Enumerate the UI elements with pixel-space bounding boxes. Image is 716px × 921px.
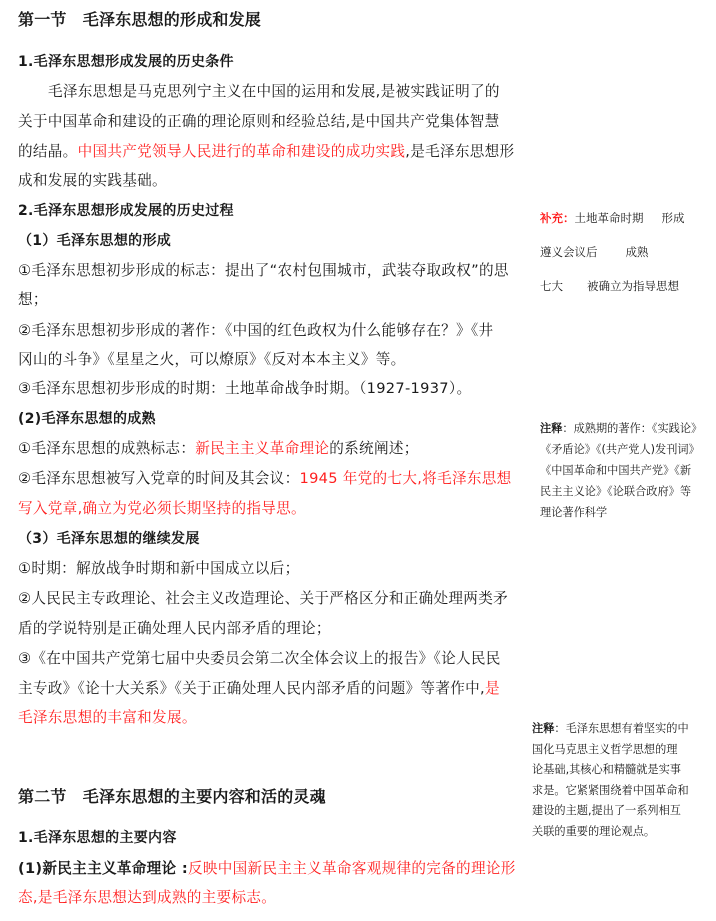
paragraph-line: 关于中国革命和建设的正确的理论原则和经验总结,是中国共产党集体智慧 [18, 113, 500, 130]
stage: 被确立为指导思想 [587, 279, 679, 293]
list-item-line [18, 439, 419, 459]
text: 主专政》《论十大关系》《关于正确处理人民内部矛盾的问题》等著作中, [18, 680, 485, 697]
note-line: 关联的重要的理论观点。 [532, 824, 656, 838]
list-item-line: 冈山的斗争》《星星之火，可以燎原》《反对本本主义》等。 [18, 351, 406, 368]
text: 的系统阐述； [329, 440, 419, 457]
annotation-note-2 [532, 719, 712, 842]
paragraph-line: 毛泽东思想是马克思列宁主义在中国的运用和发展,是被实践证明了的 [48, 83, 500, 100]
paragraph-line: 成和发展的实践基础。 [18, 172, 167, 189]
section1-title: 第一节 毛泽东思想的形成和发展 [18, 10, 262, 29]
subheading-formation: （1）毛泽东思想的形成 [18, 233, 172, 249]
section1-heading-2: 2.毛泽东思想形成发展的历史过程 [18, 203, 234, 219]
note-line: 国化马克思主义哲学思想的理 [532, 742, 678, 756]
note-line: 《中国革命和中国共产党》《新 [540, 464, 692, 477]
highlighted-text: 中国共产党领导人民进行的革命和建设的成功实践 [77, 143, 406, 160]
subheading-continued-development: （3）毛泽东思想的继续发展 [18, 531, 200, 547]
note-label: 注释 [540, 422, 563, 435]
highlighted-text: 新民主主义革命理论 [195, 440, 330, 457]
list-item-line: 盾的学说特别是正确处理人民内部矛盾的理论； [18, 620, 331, 637]
section1-heading-1: 1.毛泽东思想形成发展的历史条件 [18, 54, 234, 70]
period: 土地革命时期 [574, 211, 644, 225]
paragraph-line [18, 142, 514, 162]
list-item-line: ③毛泽东思想初步形成的时期：土地革命战争时期。（1927-1937）。 [18, 380, 472, 397]
list-item-line [18, 469, 512, 489]
subheading-maturity: (2)毛泽东思想的成熟 [18, 411, 156, 427]
note-line: 理论著作科学 [540, 506, 608, 519]
stage: 形成 [661, 211, 685, 225]
note-line: 《矛盾论》《(共产党人)发刊词》 [540, 443, 700, 456]
list-item-line: ①时期：解放战争时期和新中国成立以后； [18, 560, 300, 577]
highlighted-line: 写入党章,确立为党必须长期坚持的指导思。 [18, 500, 306, 517]
list-item-line: ②毛泽东思想初步形成的著作：《中国的红色政权为什么能够存在？》《井 [18, 322, 494, 339]
note-line: 建设的主题,提出了一系列相互 [532, 804, 681, 817]
highlighted-text: 1945 年党的七大,将毛泽东思想 [299, 470, 512, 487]
highlighted-text: 反映中国新民主主义革命客观规律的完备的理论形 [187, 860, 516, 877]
period: 七大 [540, 279, 563, 293]
highlighted-text: 是 [484, 680, 500, 697]
item-label: (1)新民主主义革命理论 : [18, 860, 188, 877]
text: 的结晶。 [18, 143, 78, 160]
note-line: 论基础,其核心和精髓就是实事 [532, 763, 681, 776]
note-line [532, 719, 712, 740]
note-line: 求是。它紧紧围绕着中国革命和 [532, 783, 689, 797]
supplement-note [540, 210, 710, 300]
highlighted-line: 毛泽东思想的丰富和发展。 [18, 709, 197, 726]
note-text: ：毛泽东思想有着坚实的中 [554, 722, 689, 735]
note-line: 民主主义论》《论联合政府》等 [540, 485, 692, 498]
list-item-line [18, 859, 516, 879]
list-item-line: ①毛泽东思想初步形成的标志：提出了“农村包围城市，武装夺取政权”的思 [18, 262, 509, 279]
supplement-row [540, 210, 685, 226]
stage: 成熟 [625, 245, 649, 259]
note-text: ：成熟期的著作：《实践论》 [562, 422, 703, 435]
note-line [540, 418, 712, 439]
highlighted-line: 态,是毛泽东思想达到成熟的主要标志。 [18, 889, 277, 906]
text: ①毛泽东思想的成熟标志： [18, 440, 196, 457]
list-item-line [18, 679, 500, 699]
section2-heading-1: 1.毛泽东思想的主要内容 [18, 830, 177, 846]
supplement-label: 补充： [540, 211, 575, 225]
note-label: 注释 [532, 722, 555, 735]
list-item-line: ②人民民主专政理论、社会主义改造理论、关于严格区分和正确处理两类矛 [18, 590, 508, 607]
supplement-row [540, 244, 649, 260]
section2-title: 第二节 毛泽东思想的主要内容和活的灵魂 [18, 787, 326, 806]
text: ,是毛泽东思想形 [405, 143, 515, 160]
period: 遵义会议后 [540, 245, 598, 259]
annotation-note-1 [540, 418, 712, 523]
list-item-line: 想； [18, 291, 48, 308]
supplement-row [540, 278, 679, 294]
list-item-line: ③《在中国共产党第七届中央委员会第二次全体会议上的报告》《论人民民 [18, 650, 501, 667]
text: ②毛泽东思想被写入党章的时间及其会议： [18, 470, 300, 487]
